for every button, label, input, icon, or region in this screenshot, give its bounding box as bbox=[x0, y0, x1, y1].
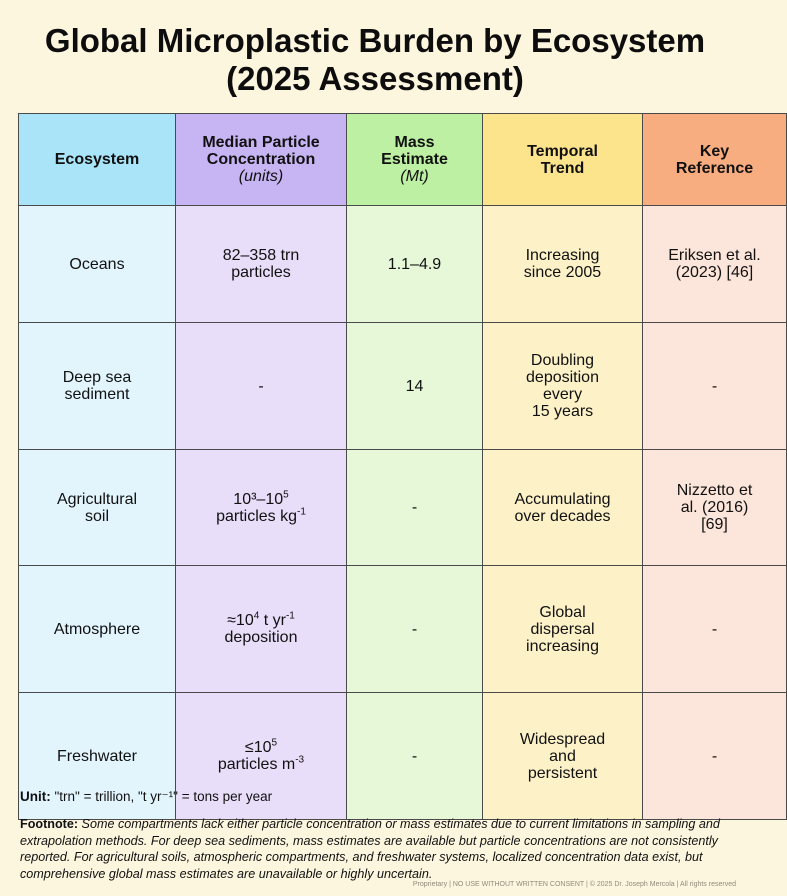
cell-concentration bbox=[176, 450, 347, 566]
header-ecosystem-label: Ecosystem bbox=[54, 151, 140, 168]
cell-concentration bbox=[176, 566, 347, 693]
cell-text: dispersal bbox=[530, 620, 595, 638]
text-part: ≈10 bbox=[227, 612, 254, 629]
cell-text bbox=[182, 612, 340, 629]
cell-text: Freshwater bbox=[56, 747, 138, 765]
cell-mass bbox=[347, 693, 483, 820]
cell-reference bbox=[643, 566, 787, 693]
cell-mass bbox=[347, 450, 483, 566]
cell-text bbox=[182, 491, 340, 508]
cell-text: Accumulating bbox=[514, 490, 611, 508]
cell-text bbox=[182, 508, 340, 525]
header-mass-line-2: Estimate bbox=[381, 151, 448, 168]
header-concentration-line-1: Median Particle bbox=[202, 134, 320, 151]
cell-trend bbox=[483, 323, 643, 450]
cell-text: persistent bbox=[527, 764, 598, 782]
cell-text bbox=[182, 739, 340, 756]
cell-text: 82–358 trn bbox=[222, 247, 300, 264]
header-concentration-line-2: Concentration bbox=[206, 151, 316, 168]
cell-mass bbox=[347, 323, 483, 450]
superscript: -1 bbox=[297, 506, 306, 518]
cell-text: Global bbox=[539, 603, 586, 621]
header-mass-units: (Mt) bbox=[400, 168, 429, 185]
table-row-agricultural-soil bbox=[19, 450, 787, 566]
cell-text: 14 bbox=[405, 377, 424, 395]
cell-trend bbox=[483, 206, 643, 323]
cell-text: [69] bbox=[701, 516, 728, 533]
title-line-2: (2025 Assessment) bbox=[226, 60, 524, 97]
cell-text: 1.1–4.9 bbox=[387, 255, 442, 273]
page-title bbox=[0, 22, 750, 98]
copyright-notice: Proprietary | NO USE WITHOUT WRITTEN CONSENT | © 2025 Dr. Joseph Mercola | All rights reserved bbox=[412, 881, 736, 888]
unit-label: Unit: bbox=[20, 789, 51, 804]
header-reference-line-1: Key bbox=[699, 142, 730, 160]
header-row bbox=[19, 114, 787, 206]
header-concentration-units: (units) bbox=[238, 168, 284, 185]
unit-note bbox=[20, 789, 272, 805]
cell-text: Nizzetto et bbox=[676, 482, 753, 499]
cell-text: - bbox=[711, 377, 718, 395]
title-line-1: Global Microplastic Burden by Ecosystem bbox=[44, 22, 706, 59]
cell-reference bbox=[643, 450, 787, 566]
cell-ecosystem bbox=[19, 450, 176, 566]
cell-ecosystem bbox=[19, 206, 176, 323]
cell-trend bbox=[483, 450, 643, 566]
cell-text: - bbox=[411, 747, 418, 765]
cell-text: Doubling bbox=[530, 352, 595, 369]
cell-text: Widespread bbox=[519, 730, 606, 748]
cell-concentration bbox=[176, 206, 347, 323]
cell-text: al. (2016) bbox=[680, 499, 749, 516]
cell-text: sediment bbox=[64, 386, 130, 403]
cell-text bbox=[182, 756, 340, 773]
superscript: -3 bbox=[295, 754, 305, 766]
cell-text: deposition bbox=[526, 369, 599, 386]
cell-text: deposition bbox=[224, 629, 298, 646]
cell-text: (2023) [46] bbox=[675, 264, 754, 281]
text-part: 10³–10 bbox=[233, 490, 284, 508]
cell-text: - bbox=[711, 620, 718, 638]
header-trend bbox=[483, 114, 643, 206]
cell-reference bbox=[643, 206, 787, 323]
text-part: particles kg bbox=[216, 507, 297, 525]
header-mass-line-1: Mass bbox=[394, 134, 435, 151]
table-row-atmosphere bbox=[19, 566, 787, 693]
superscript: 4 bbox=[253, 610, 260, 622]
superscript: -1 bbox=[285, 610, 295, 622]
footnote-text: Some compartments lack either particle concentration or mass estimates due to current limitations in sampling and extrapolation methods. For deep sea sediments, mass estimates are available but particle concentrations are not consistently reported. For agricultural soils, atmospheric compartments, and freshwater systems, localized concentration data exist, but comprehensive global mass estimates are unavailable or highly uncertain. bbox=[20, 817, 720, 881]
cell-text: and bbox=[549, 747, 576, 765]
table-row-oceans bbox=[19, 206, 787, 323]
cell-trend bbox=[483, 566, 643, 693]
header-concentration bbox=[176, 114, 347, 206]
cell-reference bbox=[643, 323, 787, 450]
cell-text: Agricultural bbox=[56, 490, 138, 508]
header-ecosystem bbox=[19, 114, 176, 206]
footnote-label: Footnote: bbox=[20, 817, 79, 831]
cell-text: Oceans bbox=[69, 255, 125, 273]
cell-text: increasing bbox=[526, 637, 599, 655]
text-part: ≤10 bbox=[244, 739, 272, 756]
cell-text: since 2005 bbox=[523, 264, 602, 281]
header-reference-line-2: Reference bbox=[675, 159, 754, 177]
header-mass bbox=[347, 114, 483, 206]
header-reference bbox=[643, 114, 787, 206]
table-row-deep-sea-sediment bbox=[19, 323, 787, 450]
cell-text: soil bbox=[84, 507, 109, 525]
cell-mass bbox=[347, 566, 483, 693]
cell-ecosystem bbox=[19, 323, 176, 450]
footnote bbox=[20, 816, 732, 882]
cell-reference bbox=[643, 693, 787, 820]
text-part: particles m bbox=[217, 756, 296, 773]
superscript: 5 bbox=[283, 489, 289, 501]
cell-trend bbox=[483, 693, 643, 820]
unit-text: "trn" = trillion, "t yr⁻¹" = tons per year bbox=[50, 789, 273, 804]
cell-ecosystem bbox=[19, 566, 176, 693]
cell-mass bbox=[347, 206, 483, 323]
cell-text: - bbox=[411, 620, 418, 638]
cell-text: Deep sea bbox=[62, 369, 132, 386]
cell-text: - bbox=[711, 747, 718, 765]
text-part: t yr bbox=[259, 612, 286, 629]
cell-text: Increasing bbox=[525, 247, 600, 264]
header-trend-line-1: Temporal bbox=[527, 142, 598, 160]
cell-concentration bbox=[176, 323, 347, 450]
cell-text: 15 years bbox=[531, 403, 594, 420]
cell-text: - bbox=[411, 499, 418, 516]
cell-text: Atmosphere bbox=[53, 620, 141, 638]
cell-text: Eriksen et al. bbox=[668, 247, 761, 264]
header-trend-line-2: Trend bbox=[540, 159, 585, 177]
cell-text: particles bbox=[231, 264, 291, 281]
cell-text: - bbox=[258, 377, 264, 395]
ecosystem-table bbox=[18, 113, 787, 820]
superscript: 5 bbox=[271, 737, 278, 749]
cell-text: over decades bbox=[514, 507, 611, 525]
cell-text: every bbox=[542, 386, 583, 403]
